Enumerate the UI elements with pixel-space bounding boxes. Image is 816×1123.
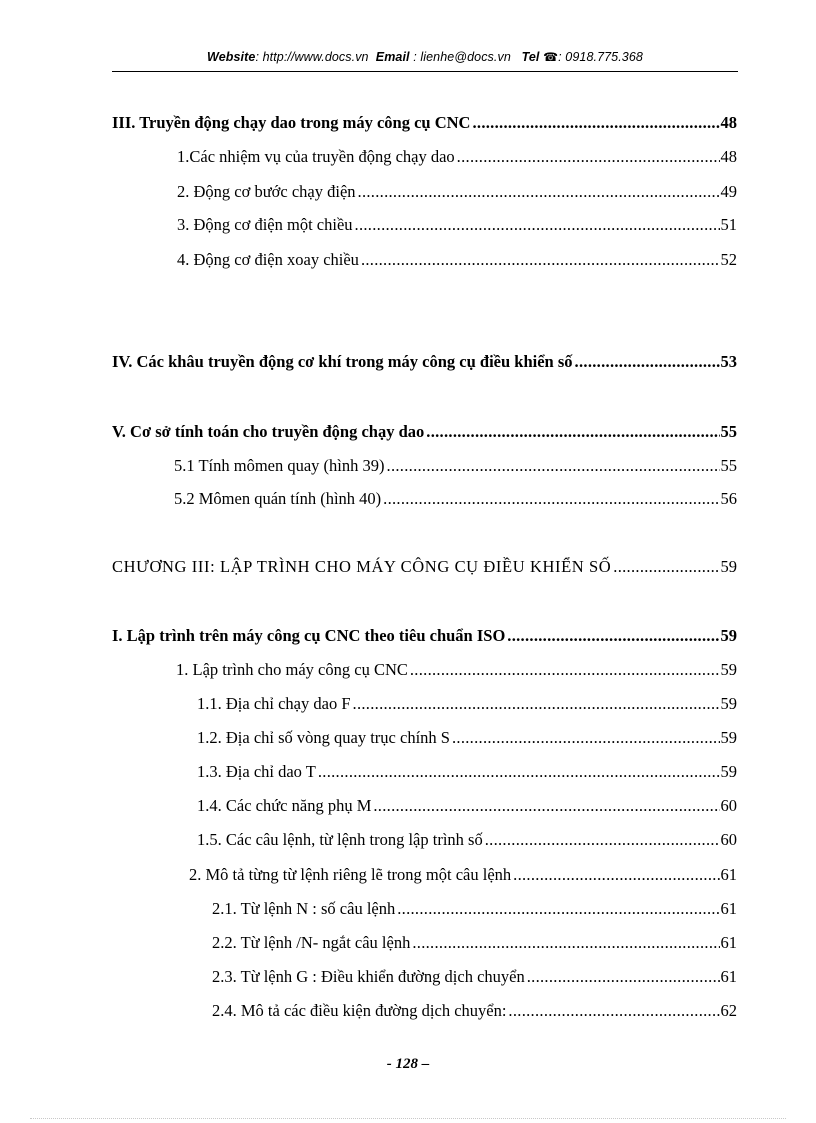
dot-leader <box>373 795 719 817</box>
dot-leader <box>318 761 720 783</box>
toc-entry-label: 1.5. Các câu lệnh, từ lệnh trong lập trình số <box>197 830 483 849</box>
toc-entry-2-4[interactable] <box>212 1000 737 1022</box>
toc-entry-page: 49 <box>720 182 737 201</box>
toc-entry-page: 52 <box>720 250 737 269</box>
toc-entry-page: 59 <box>720 694 737 713</box>
toc-entry-label: 2. Mô tả từng từ lệnh riêng lẽ trong một câu lệnh <box>189 865 512 884</box>
dot-leader <box>613 556 719 578</box>
toc-entry-page: 55 <box>720 456 737 475</box>
toc-entry-label: 4. Động cơ điện xoay chiều <box>177 250 359 269</box>
dot-leader <box>383 488 719 510</box>
toc-entry-section-i[interactable] <box>112 625 737 647</box>
toc-entry-section-iii[interactable] <box>112 112 737 134</box>
toc-entry-page: 59 <box>720 728 737 747</box>
toc-entry-page: 61 <box>720 933 737 952</box>
toc-entry-label: 1.4. Các chức năng phụ M <box>197 796 372 815</box>
toc-entry-section-iv[interactable] <box>112 351 737 373</box>
toc-entry-4[interactable] <box>177 249 737 271</box>
toc-entry-section-v[interactable] <box>112 421 737 443</box>
toc-entry-5-1[interactable] <box>174 455 737 477</box>
toc-entry-label: 2.1. Từ lệnh N : số câu lệnh <box>212 899 396 918</box>
toc-entry-label: V. Cơ sở tính toán cho truyền động chạy dao <box>112 422 425 441</box>
toc-entry-page: 62 <box>720 1001 737 1020</box>
dot-leader <box>426 421 719 443</box>
header-divider <box>112 71 738 72</box>
toc-entry-label: 2.3. Từ lệnh G : Điều khiển đường dịch chuyển <box>212 967 525 986</box>
dot-leader <box>507 625 719 647</box>
email-value[interactable]: : lienhe@docs.vn <box>413 50 511 64</box>
phone-icon: ☎ <box>543 50 559 64</box>
toc-entry-label: IV. Các khâu truyền động cơ khí trong máy công cụ điều khiển số <box>112 352 573 371</box>
toc-entry-1-1[interactable] <box>197 693 737 715</box>
toc-entry-1[interactable] <box>177 146 737 168</box>
bottom-divider <box>30 1118 786 1119</box>
toc-entry-page: 61 <box>720 899 737 918</box>
toc-entry-label: III. Truyền động chạy dao trong máy công cụ CNC <box>112 113 471 132</box>
toc-entry-page: 51 <box>720 215 737 234</box>
dot-leader <box>410 659 720 681</box>
toc-entry-page: 60 <box>720 796 737 815</box>
toc-entry-page: 60 <box>720 830 737 849</box>
toc-entry-3[interactable] <box>177 214 737 236</box>
tel-value: : 0918.775.368 <box>558 50 643 64</box>
toc-entry-label: CHƯƠNG III: LẬP TRÌNH CHO MÁY CÔNG CỤ ĐIỀU KHIỂN SỐ <box>112 557 612 576</box>
dot-leader <box>353 693 720 715</box>
email-label: Email <box>375 50 410 64</box>
toc-entry-label: 3. Động cơ điện một chiều <box>177 215 353 234</box>
page-header <box>112 50 738 64</box>
toc-entry-page: 53 <box>720 352 737 371</box>
toc-entry-label: 2.4. Mô tả các điều kiện đường dịch chuyển: <box>212 1001 507 1020</box>
dot-leader <box>412 932 719 954</box>
toc-entry-1-lap-trinh[interactable] <box>176 659 737 681</box>
toc-entry-page: 59 <box>720 557 737 576</box>
dot-leader <box>397 898 719 920</box>
toc-entry-label: 1.3. Địa chỉ dao T <box>197 762 316 781</box>
toc-entry-1-4[interactable] <box>197 795 737 817</box>
toc-entry-2-mo-ta[interactable] <box>189 864 737 886</box>
toc-entry-chapter-iii[interactable] <box>112 556 737 578</box>
dot-leader <box>387 455 720 477</box>
dot-leader <box>457 146 720 168</box>
toc-entry-page: 55 <box>720 422 737 441</box>
toc-entry-label: 1.2. Địa chỉ số vòng quay trục chính S <box>197 728 450 747</box>
toc-entry-page: 56 <box>720 489 737 508</box>
toc-entry-page: 48 <box>720 113 737 132</box>
toc-entry-label: 1.1. Địa chỉ chạy dao F <box>197 694 351 713</box>
toc-entry-2-1[interactable] <box>212 898 737 920</box>
toc-entry-label: 2. Động cơ bước chạy điện <box>177 182 356 201</box>
toc-entry-page: 61 <box>720 967 737 986</box>
toc-entry-1-2[interactable] <box>197 727 737 749</box>
toc-entry-label: I. Lập trình trên máy công cụ CNC theo tiêu chuẩn ISO <box>112 626 506 645</box>
toc-entry-2-2[interactable] <box>212 932 737 954</box>
toc-entry-page: 61 <box>720 865 737 884</box>
toc-entry-page: 59 <box>720 660 737 679</box>
toc-entry-label: 1.Các nhiệm vụ của truyền động chạy dao <box>177 147 455 166</box>
dot-leader <box>575 351 720 373</box>
dot-leader <box>361 249 720 271</box>
dot-leader <box>508 1000 719 1022</box>
toc-entry-1-3[interactable] <box>197 761 737 783</box>
dot-leader <box>513 864 719 886</box>
toc-entry-2[interactable] <box>177 181 737 203</box>
toc-entry-label: 5.2 Mômen quán tính (hình 40) <box>174 489 382 508</box>
page-number: - 128 – <box>386 1056 430 1072</box>
toc-entry-label: 1. Lập trình cho máy công cụ CNC <box>176 660 408 679</box>
tel-label: Tel <box>521 50 540 64</box>
toc-entry-label: 2.2. Từ lệnh /N- ngắt câu lệnh <box>212 933 411 952</box>
toc-entry-page: 59 <box>720 762 737 781</box>
toc-entry-5-2[interactable] <box>174 488 737 510</box>
website-value[interactable]: : http://www.docs.vn <box>255 50 369 64</box>
dot-leader <box>358 181 720 203</box>
toc-entry-label: 5.1 Tính mômen quay (hình 39) <box>174 456 385 475</box>
dot-leader <box>452 727 720 749</box>
dot-leader <box>472 112 719 134</box>
toc-entry-1-5[interactable] <box>197 829 737 851</box>
dot-leader <box>485 829 720 851</box>
website-label: Website <box>207 50 256 64</box>
toc-entry-2-3[interactable] <box>212 966 737 988</box>
toc-entry-page: 48 <box>720 147 737 166</box>
dot-leader <box>355 214 720 236</box>
toc-entry-page: 59 <box>720 626 737 645</box>
dot-leader <box>527 966 720 988</box>
